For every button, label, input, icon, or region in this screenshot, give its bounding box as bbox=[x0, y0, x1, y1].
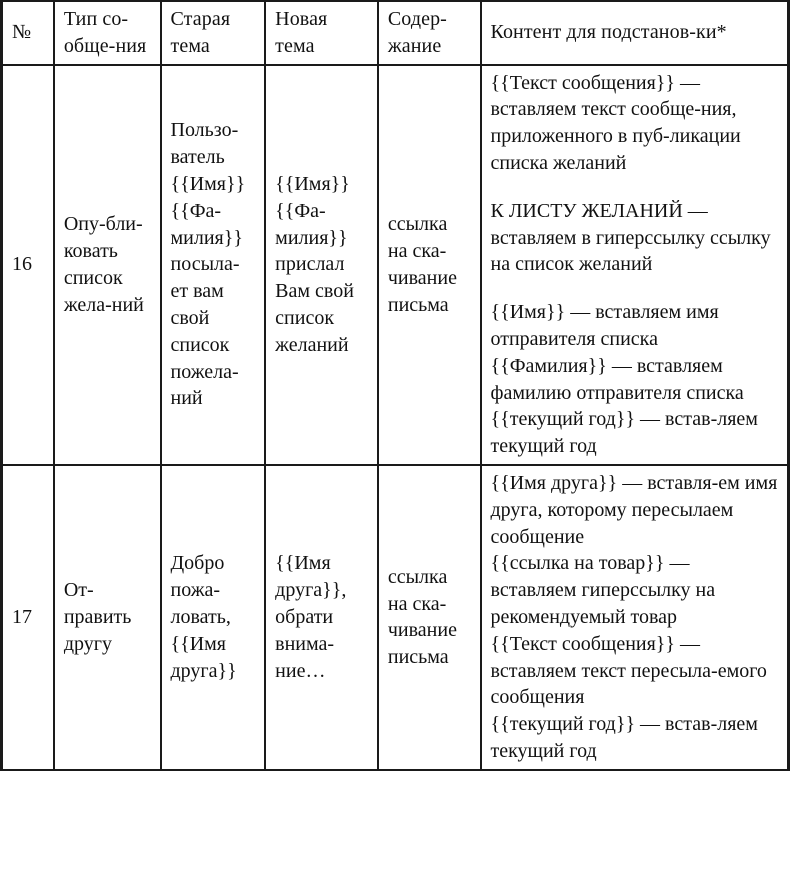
cell-old-subject: Пользо-ватель {{Имя}} {{Фа-милия}} посыла-ет вам свой список пожела-ний bbox=[161, 65, 266, 465]
cell-old-subject: Добро пожа-ловать, {{Имя друга}} bbox=[161, 465, 266, 770]
substitution-paragraph: {{Текст сообщения}} — вставляем текст сообще-ния, приложенного в пуб-ликации списка желаний bbox=[490, 71, 741, 174]
column-header-new-subject: Новая тема bbox=[265, 1, 378, 65]
column-header-old-subject: Старая тема bbox=[161, 1, 266, 65]
cell-substitution-content bbox=[481, 65, 789, 465]
column-header-number: № bbox=[2, 1, 54, 65]
substitution-paragraph: {{текущий год}} — встав-ляем текущий год bbox=[490, 408, 758, 458]
table-body bbox=[2, 65, 789, 770]
substitution-paragraph: К ЛИСТУ ЖЕЛАНИЙ — вставляем в гиперссылку ссылку на список желаний bbox=[490, 199, 771, 276]
substitution-paragraph: {{Фамилия}} — вставляем фамилию отправителя списка bbox=[490, 354, 744, 404]
table-row bbox=[2, 465, 789, 770]
cell-new-subject: {{Имя}} {{Фа-милия}} прислал Вам свой список желаний bbox=[265, 65, 378, 465]
cell-message-type: Опу-бли-ковать список жела-ний bbox=[54, 65, 161, 465]
column-header-body: Содер-жание bbox=[378, 1, 481, 65]
substitution-paragraph: {{Имя}} — вставляем имя отправителя списка bbox=[490, 301, 719, 350]
cell-row-number: 16 bbox=[2, 65, 54, 465]
cell-new-subject: {{Имя друга}}, обрати внима-ние… bbox=[265, 465, 378, 770]
cell-row-number: 17 bbox=[2, 465, 54, 770]
cell-body: ссылка на ска-чивание письма bbox=[378, 465, 481, 770]
cell-body: ссылка на ска-чивание письма bbox=[378, 65, 481, 465]
substitution-paragraph: {{ссылка на товар}} — вставляем гиперссылку на рекомендуемый товар bbox=[490, 552, 716, 628]
cell-substitution-content bbox=[481, 465, 789, 770]
substitution-paragraph: {{текущий год}} — встав-ляем текущий год bbox=[490, 713, 758, 762]
table-row bbox=[2, 65, 789, 465]
substitution-paragraph: {{Текст сообщения}} — вставляем текст пересыла-емого сообщения bbox=[490, 632, 767, 709]
substitution-paragraph: {{Имя друга}} — вставля-ем имя друга, которому пересылаем сообщение bbox=[490, 471, 778, 548]
table-header bbox=[2, 1, 789, 65]
column-header-substitution-content: Контент для подстанов-ки* bbox=[481, 1, 789, 65]
table-header-row bbox=[2, 1, 789, 65]
cell-message-type: От-править другу bbox=[54, 465, 161, 770]
column-header-message-type: Тип со-обще-ния bbox=[54, 1, 161, 65]
